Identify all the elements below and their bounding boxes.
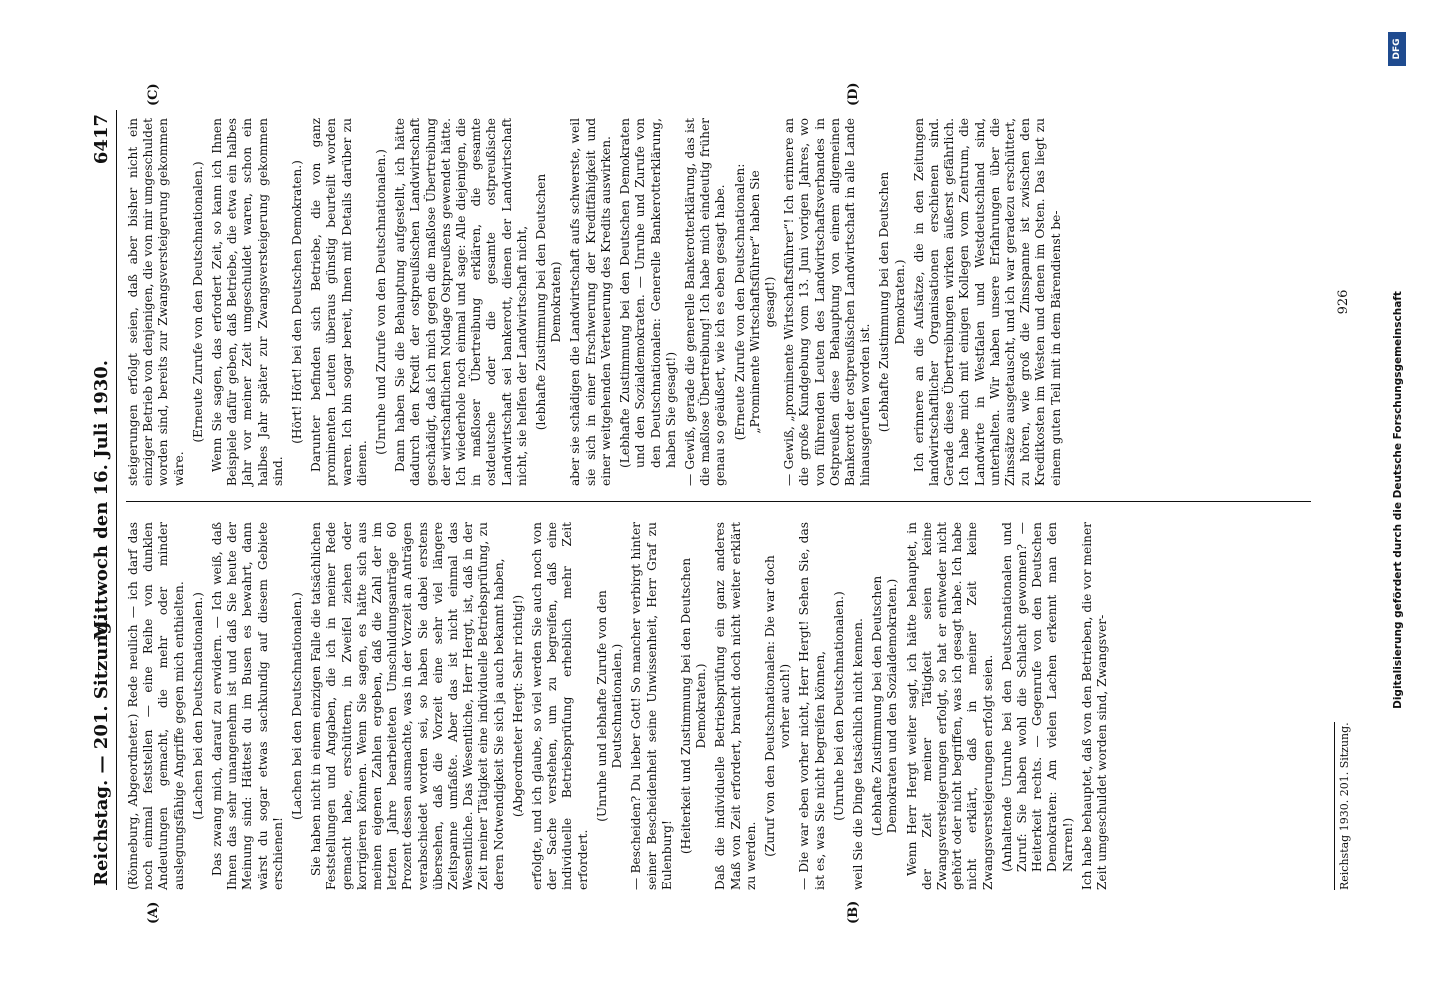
interjection: (Unruhe bei den Deutschnationalen.): [831, 591, 846, 821]
paragraph: Ich erinnere an die Aufsätze, die in den Zeitungen landwirtschaftlicher Organisationen erschienen sind. Gerade diese Übertreibungen wirken äußerst gefährlich. Ich habe mich mit einigen Kollegen vom Zentrum, die Landwirte in Westfalen und Westdeutschland sind, unterhalten. Wir haben unsere Erfahrungen über die Zinssätze ausgetauscht, und ich war geradezu erschüttert, zu hören, wie groß die Zinsspanne ist zwischen den Kreditkosten im Westen und denen im Osten. Das liegt zu einem guten Teil mit in dem Bärendienst be-: [911, 118, 1063, 486]
running-header: [86, 110, 117, 890]
left-column: [126, 522, 1114, 890]
paragraph: Wenn Sie sagen, das erfordert Zeit, so kann ich Ihnen Beispiele dafür geben, daß Betriebe, die etwa ein halbes Jahr vor meiner Zeit umgeschuldet waren, schon ein halbes Jahr später zur Zwangsversteigerung gekommen sind.: [210, 118, 285, 486]
interjection: (Lebhafte Zustimmung bei den Deutschen Demokraten.): [877, 171, 907, 433]
interjection: (Unruhe und lebhafte Zurufe von den Deutschnationalen.): [594, 590, 625, 822]
paragraph: Das zwang mich, darauf zu erwidern. — Ich weiß, daß Ihnen das sehr unangenehm ist und daß Sie heute der Meinung sind: Hättest du im Busen es bewahrt, dann wärst du sogar etwas sachkundig auf diesem Gebiete erschienen!: [210, 522, 285, 890]
interjection: (Zuruf von den Deutschnationalen: Die war doch vorher auch!): [762, 555, 793, 857]
dfg-logo: DFG: [1388, 32, 1406, 66]
margin-letter-b: (B): [846, 900, 861, 924]
interjection: (Lebhafte Zustimmung bei den Deutschen Demokraten und den Sozialdemokraten.): [870, 575, 900, 837]
paragraph: steigerungen erfolgt seien, daß aber bisher nicht ein einziger Betrieb von denjenigen, die von mir umgeschuldet worden sind, bereits zur Zwangsversteigerung gekommen wäre.: [126, 118, 186, 486]
margin-letter-a: (A): [146, 901, 161, 924]
paragraph: Darunter befinden sich Betriebe, die von ganz prominenten Leuten überaus günstig beurteilt worden waren. Ich bin sogar bereit, Ihnen mit Details darüber zu dienen.: [309, 118, 369, 486]
interjection: (Erneute Zurufe von den Deutschnationalen: „Prominente Wirtschaftsführer“ haben Sie gesagt!): [732, 163, 777, 441]
paragraph: Daß die individuelle Betriebsprüfung ein ganz anderes Maß von Zeit erfordert, braucht doch nicht weiter erklärt zu werden.: [713, 522, 758, 890]
document-sheet: [86, 82, 1351, 924]
paragraph: — Gewiß, gerade die generelle Bankerotterklärung, das ist die maßlose Übertreibung! Ich habe mich eindeutig früher genau so geäußert, wie ich es eben gesagt habe.: [682, 118, 728, 486]
column-divider: [126, 501, 1311, 502]
paragraph: erfolgte, und ich glaube, so viel werden Sie auch noch von der Sache verstehen, um zu begreifen, daß eine individuelle Betriebsprüfung erheblich mehr Zeit erfordert.: [530, 522, 590, 890]
paragraph: — Gewiß, „prominente Wirtschaftsführer“! Ich erinnere an die große Kundgebung vom 13. Juni vorigen Jahres, wo von führenden Leuten des Landwirtschaftsverbandes in Ostpreußen diese Behauptung von einem allgemeinen Bankerott der ostpreußischen Landwirtschaft in alle Lande hinausgerufen worden ist.: [782, 118, 873, 486]
footer-page-number: 926: [1336, 289, 1351, 315]
paragraph: aber sie schädigen die Landwirtschaft aufs schwerste, weil sie sich in einer Erschwerung der Kreditfähigkeit und einer weitgehenden Verteuerung des Kredits auswirken.: [568, 118, 613, 486]
interjection: (Unruhe und Zurufe von den Deutschnationalen.): [374, 149, 389, 455]
paragraph: Ich habe behauptet, daß von den Betrieben, die vor meiner Zeit umgeschuldet worden sind, Zwangsver-: [1079, 522, 1109, 890]
paragraph: (Rönneburg, Abgeordneter.) Rede neulich — ich darf das noch einmal feststellen — eine Reihe von dunklen Andeutungen gemacht, die mehr oder minder auslegungsfähige Angriffe gegen mich enthielten.: [126, 522, 186, 890]
paragraph: — Bescheiden? Du lieber Gott! So mancher verbirgt hinter seiner Bescheidenheit seine Unwissenheit, Herr Graf zu Eulenburg!: [629, 522, 674, 890]
interjection: (lebhafte Zustimmung bei den Deutschen Demokraten): [534, 173, 564, 431]
paragraph: Wenn Herr Hergt weiter sagt, ich hätte behauptet, in der Zeit meiner Tätigkeit seien keine Zwangsversteigerungen erfolgt, so hat er entweder nicht gehört oder nicht begriffen, was ich gesagt habe. Ich habe nicht erklärt, daß in meiner Zeit keine Zwangsversteigerungen erfolgt seien.: [904, 522, 995, 890]
interjection: (Lebhafte Zustimmung bei den Deutschen Demokraten und den Sozialdemokraten. — Unruhe und Zurufe von den Deutschnationalen: Generelle Bankerotterklärung, haben Sie gesagt!): [618, 118, 678, 468]
paragraph: Sie haben nicht in einem einzigen Falle die tatsächlichen Feststellungen und Angaben, die ich in meiner Rede gemacht habe, erschüttern, in Zweifel ziehen oder korrigieren können. Wenn Sie sagen, es hätte sich aus meinen eigenen Zahlen ergeben, daß die Zahl der im letzten Jahre bearbeiteten Umschuldungsanträge 60 Prozent dessen ausmachte, was in der Vorzeit an Anträgen verabschiedet worden sei, so haben Sie dabei erstens übersehen, daß die Vorzeit eine sehr viel längere Zeitspanne umfaßte. Aber das ist nicht einmal das Wesentliche. Das Wesentliche, Herr Hergt, ist, daß in der Zeit meiner Tätigkeit eine individuelle Betriebsprüfung, zu deren Notwendigkeit Sie sich ja auch bekannt haben,: [309, 522, 506, 890]
margin-letter-c: (C): [146, 83, 161, 106]
paragraph: weil Sie die Dinge tatsächlich nicht kennen.: [850, 618, 865, 890]
interjection: (Lachen bei den Deutschnationalen.): [190, 592, 205, 820]
right-column: [126, 118, 1068, 486]
interjection: (Erneute Zurufe von den Deutschnationalen.): [190, 161, 205, 443]
interjection: (Heiterkeit und Zustimmung bei den Deutschen Demokraten.): [678, 557, 709, 855]
header-left: Reichstag. — 201. Sitzung.: [91, 615, 112, 886]
digitization-note: Digitalisierung gefördert durch die Deutsche Forschungsgemeinschaft: [1392, 291, 1404, 709]
interjection: (Hört! Hört! bei den Deutschen Demokraten.): [290, 160, 305, 444]
header-center: Mittwoch den 16. Juli 1930.: [91, 359, 112, 641]
paragraph: — Die war eben vorher nicht, Herr Hergt! Sehen Sie, das ist es, was Sie nicht begreifen können,: [797, 522, 827, 890]
interjection: (Anhaltende Unruhe bei den Deutschnationalen und Zuruf: Sie haben wohl die Schlacht gewonnen? — Heiterkeit rechts. — Gegenrufe von den Deutschen Demokraten: Am vielen Lachen erkennt man den Narren!): [999, 522, 1075, 872]
page-number: 6417: [91, 114, 112, 165]
margin-letter-d: (D): [846, 82, 861, 106]
paragraph: Dann haben Sie die Behauptung aufgestellt, ich hätte dadurch den Kredit der ostpreußischen Landwirtschaft geschädigt, daß ich mich gegen die maßlose Übertreibung der wirtschaftlichen Notlage Ostpreußens gewendet hätte. Ich wiederhole noch einmal und sage: Alle diejenigen, die in maßloser Übertreibung erklären, die gesamte ostdeutsche oder die gesamte ostpreußische Landwirtschaft sei bankerott, dienen der Landwirtschaft nicht, sie helfen der Landwirtschaft nicht,: [393, 118, 529, 486]
footer-signature: Reichstag 1930. 201. Sitzung.: [1334, 722, 1351, 890]
interjection: (Lachen bei den Deutschnationalen.): [290, 592, 305, 820]
interjection: (Abgeordneter Hergt: Sehr richtig!): [510, 594, 525, 818]
